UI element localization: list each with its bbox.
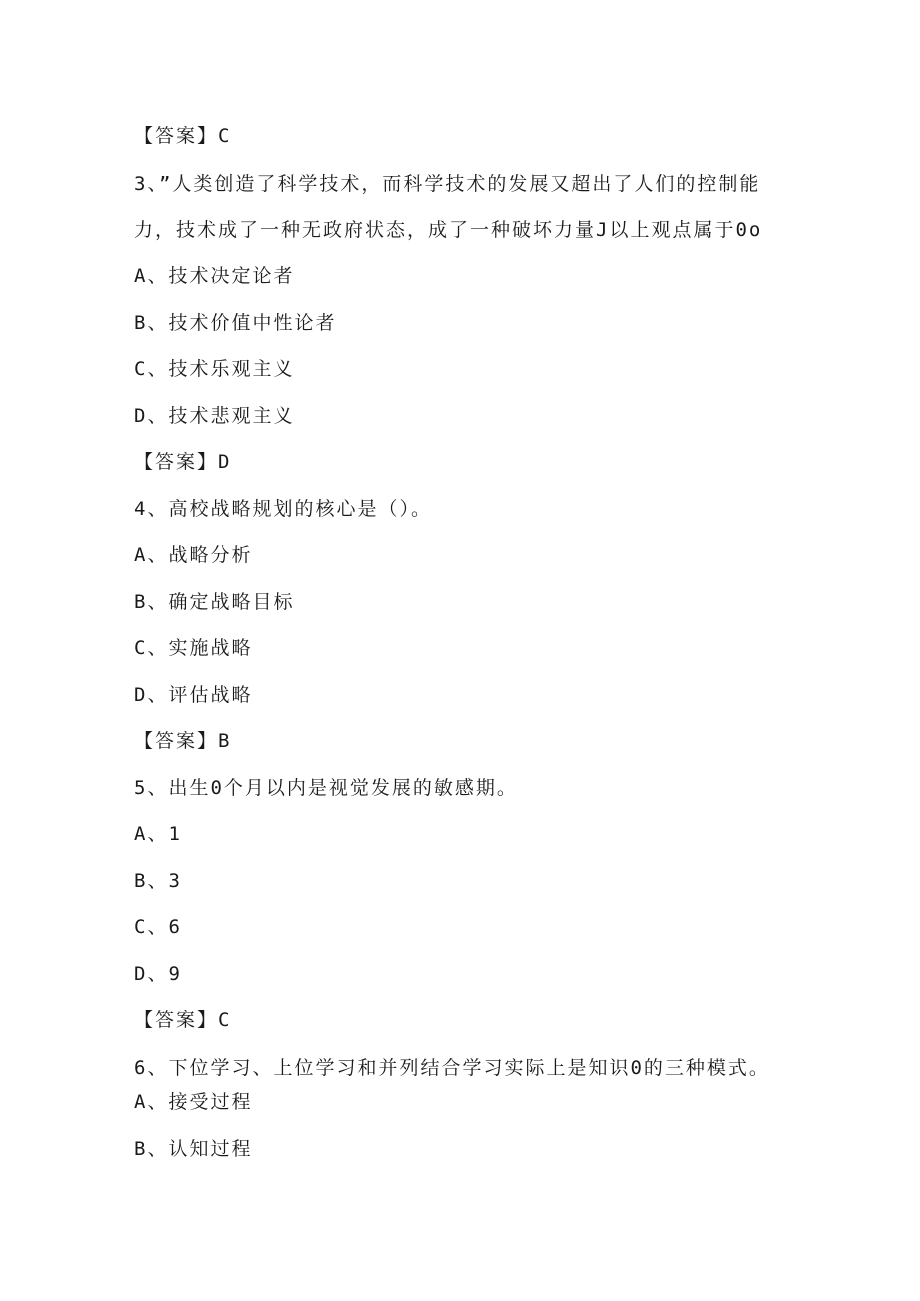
option-d: D、评估战略: [134, 684, 253, 706]
question-5-text: 5、出生0个月以内是视觉发展的敏感期。: [134, 777, 518, 799]
answer-line: 【答案】C: [134, 125, 232, 147]
option-b: B、确定战略目标: [134, 591, 295, 613]
option-b: B、认知过程: [134, 1138, 253, 1160]
option-a: A、战略分析: [134, 544, 253, 566]
option-d: D、技术悲观主义: [134, 405, 295, 427]
option-a: A、1: [134, 823, 182, 845]
option-c: C、实施战略: [134, 637, 253, 659]
answer-line: 【答案】B: [134, 730, 232, 752]
option-a: A、接受过程: [134, 1091, 253, 1113]
option-b: B、3: [134, 870, 182, 892]
question-4-text: 4、高校战略规划的核心是（）。: [134, 498, 432, 520]
option-d: D、9: [134, 963, 182, 985]
option-c: C、技术乐观主义: [134, 358, 295, 380]
answer-line: 【答案】C: [134, 1009, 232, 1031]
question-3-text-cont: 力，技术成了一种无政府状态，成了一种破坏力量J以上观点属于0o: [134, 219, 763, 241]
option-c: C、6: [134, 916, 182, 938]
question-6-text: 6、下位学习、上位学习和并列结合学习实际上是知识0的三种模式。: [134, 1057, 770, 1079]
answer-line: 【答案】D: [134, 451, 232, 473]
question-3-text: 3、”人类创造了科学技术，而科学技术的发展又超出了人们的控制能: [134, 173, 761, 195]
option-a: A、技术决定论者: [134, 265, 295, 287]
option-b: B、技术价值中性论者: [134, 312, 337, 334]
